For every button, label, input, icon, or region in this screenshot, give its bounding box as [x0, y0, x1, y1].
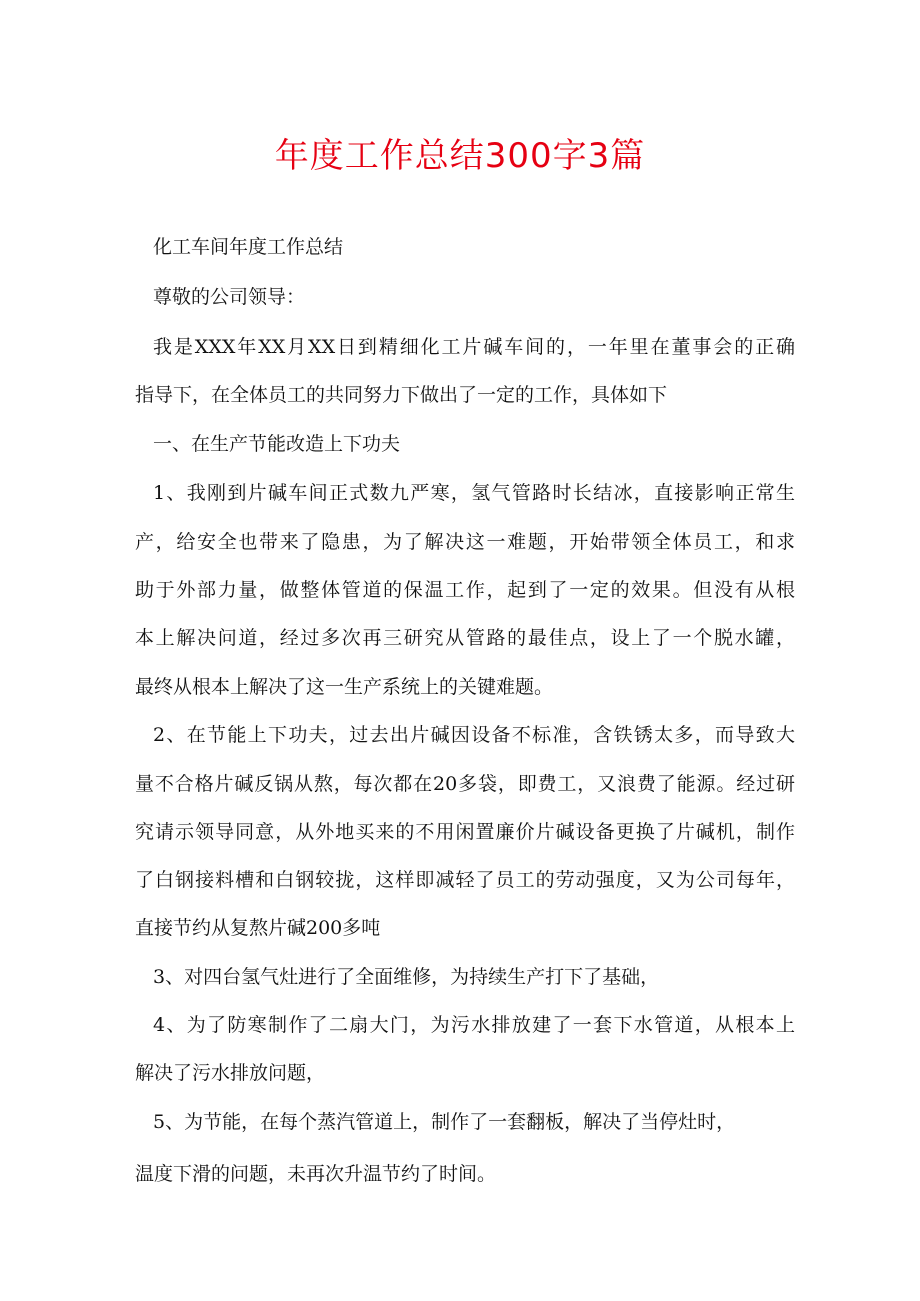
paragraph-line: 助于外部力量，做整体管道的保温工作，起到了一定的效果。但没有从根 [135, 579, 795, 601]
section-heading: 一、在生产节能改造上下功夫 [153, 433, 401, 455]
paragraph-line: 5、为节能，在每个蒸汽管道上，制作了一套翻板，解决了当停灶时， [153, 1111, 736, 1133]
paragraph-line: 温度下滑的问题，未再次升温节约了时间。 [135, 1163, 497, 1185]
paragraph-line: 2、在节能上下功夫，过去出片碱因设备不标准，含铁锈太多，而导致大 [153, 724, 795, 746]
paragraph-line: 了白钢接料槽和白钢较拢，这样即减轻了员工的劳动强度，又为公司每年， [135, 869, 795, 891]
paragraph-line: 解决了污水排放问题， [135, 1062, 326, 1084]
document-title: 年度工作总结300字3篇 [274, 136, 646, 176]
paragraph-line: 4、为了防寒制作了二扇大门，为污水排放建了一套下水管道，从根本上 [153, 1014, 795, 1036]
paragraph-line: 直接节约从复熬片碱200多吨 [135, 917, 381, 939]
paragraph-line: 量不合格片碱反锅从熬，每次都在20多袋，即费工，又浪费了能源。经过研 [135, 773, 795, 795]
section-heading: 化工车间年度工作总结 [153, 236, 344, 258]
salutation: 尊敬的公司领导： [153, 286, 306, 308]
paragraph-line: 3、对四台氢气灶进行了全面维修，为持续生产打下了基础， [153, 966, 660, 988]
paragraph-line: 我是XXX年XX月XX日到精细化工片碱车间的，一年里在董事会的正确 [153, 336, 795, 358]
paragraph-line: 产，给安全也带来了隐患，为了解决这一难题，开始带领全体员工，和求 [135, 531, 795, 553]
paragraph-line: 1、我刚到片碱车间正式数九严寒，氢气管路时长结冰，直接影响正常生 [153, 482, 795, 504]
paragraph-line: 指导下，在全体员工的共同努力下做出了一定的工作，具体如下 [135, 384, 668, 406]
paragraph-line: 本上解决问道，经过多次再三研究从管路的最佳点，设上了一个脱水罐， [135, 627, 795, 649]
paragraph-line: 最终从根本上解决了这一生产系统上的关键难题。 [135, 676, 554, 698]
paragraph-line: 究请示领导同意，从外地买来的不用闲置廉价片碱设备更换了片碱机，制作 [135, 821, 795, 843]
